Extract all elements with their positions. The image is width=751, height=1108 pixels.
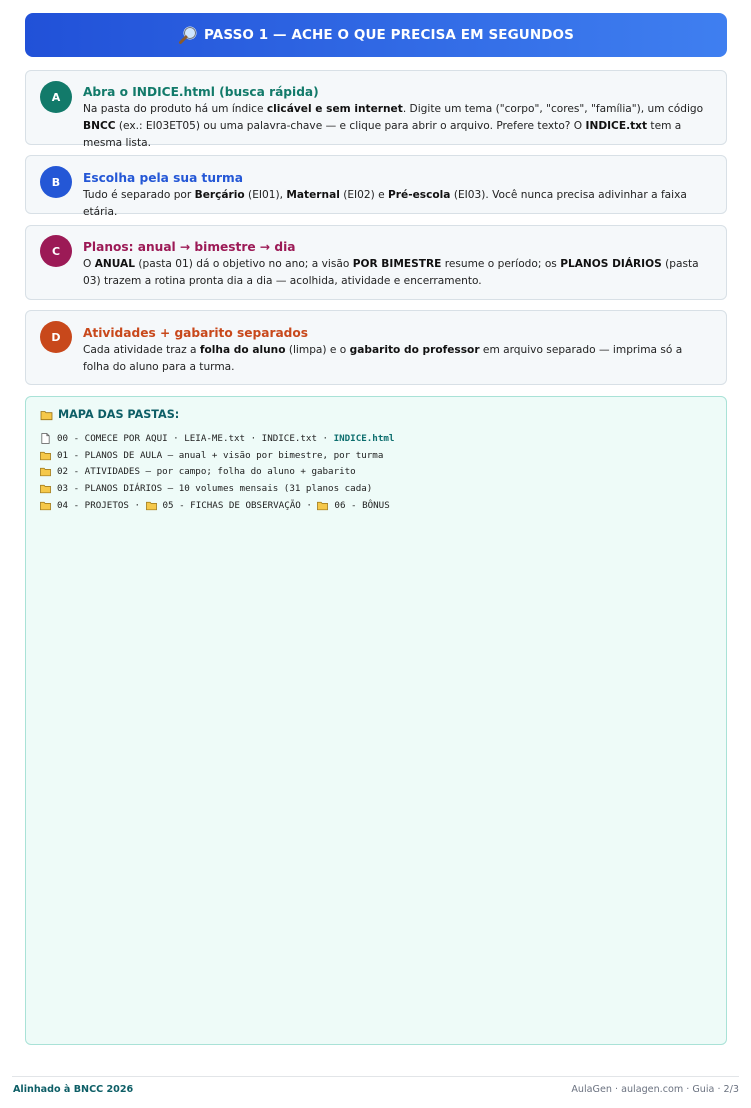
- step-title-d: Atividades + gabarito separados: [83, 326, 309, 340]
- emphasis-text: PLANOS DIÁRIOS: [560, 258, 662, 270]
- body-text: (limpa) e o: [285, 344, 350, 356]
- folder-map-title: MAPA DAS PASTAS:: [58, 408, 180, 421]
- step-badge-b: B: [40, 166, 72, 198]
- step-card-a: [25, 70, 727, 149]
- body-text: (ex.: EI03ET05) ou uma palavra-chave — e clique para abrir o arquivo. Prefere texto? O: [115, 120, 586, 132]
- folder-icon: [146, 500, 157, 511]
- folder-map-text: 06 - BÔNUS: [334, 500, 390, 512]
- step-badge-d: D: [40, 321, 72, 353]
- folder-map-text: 01 - PLANOS DE AULA — anual + visão por bimestre, por turma: [57, 449, 384, 461]
- emphasis-text: POR BIMESTRE: [352, 258, 442, 270]
- folder-icon: [40, 409, 53, 421]
- emphasis-text: Pré-escola: [388, 189, 451, 201]
- footer-divider: [12, 1076, 739, 1077]
- body-text: O: [83, 258, 95, 270]
- body-text: (EI01),: [244, 189, 287, 201]
- step-body-b: [83, 187, 708, 221]
- body-text: . Digite um tema ("corpo", "cores", "família"), um código: [402, 103, 704, 115]
- body-text: Cada atividade traz a: [83, 344, 200, 356]
- body-text: (pasta 01) dá o objetivo no ano; a visão: [135, 258, 353, 270]
- folder-map-text: 05 - FICHAS DE OBSERVAÇÃO ·: [162, 500, 318, 512]
- folder-map-line: [40, 447, 394, 464]
- folder-map-line: [40, 430, 394, 447]
- emphasis-text: INDICE.txt: [585, 120, 648, 132]
- step-card-b: [25, 155, 727, 218]
- folder-icon: [40, 500, 51, 511]
- folder-map-text: 04 - PROJETOS ·: [57, 500, 146, 512]
- folder-icon: [40, 450, 51, 461]
- folder-map-line: [40, 464, 394, 481]
- body-text: (pasta 03) trazem a rotina pronta dia a dia — acolhida, atividade e encerramento.: [83, 258, 699, 287]
- magnifier-icon: [178, 25, 198, 45]
- emphasis-text: Berçário: [194, 189, 245, 201]
- emphasis-text: BNCC: [83, 120, 116, 132]
- folder-map-highlight: INDICE.html: [333, 432, 395, 444]
- body-text: Na pasta do produto há um índice: [83, 103, 267, 115]
- folder-map-text: 02 - ATIVIDADES — por campo; folha do aluno + gabarito: [57, 466, 356, 478]
- emphasis-text: clicável e sem internet: [266, 103, 403, 115]
- emphasis-text: Maternal: [286, 189, 340, 201]
- banner-title: PASSO 1 — ACHE O QUE PRECISA EM SEGUNDOS: [204, 27, 574, 43]
- folder-map-line: [40, 480, 394, 497]
- folder-map-text: 03 - PLANOS DIÁRIOS — 10 volumes mensais (31 planos cada): [57, 483, 373, 495]
- folder-map-header: [40, 408, 179, 421]
- step-body-c: [83, 256, 708, 290]
- folder-icon: [317, 500, 328, 511]
- step-title-a: Abra o INDICE.html (busca rápida): [83, 85, 319, 99]
- emphasis-text: folha do aluno: [199, 344, 286, 356]
- folder-map-text: 00 - COMECE POR AQUI · LEIA-ME.txt · INDICE.txt ·: [57, 432, 334, 444]
- emphasis-text: gabarito do professor: [349, 344, 480, 356]
- folder-map: [25, 396, 727, 1045]
- step-title-c: Planos: anual → bimestre → dia: [83, 240, 296, 254]
- folder-icon: [40, 483, 51, 494]
- footer-tagline: Alinhado à BNCC 2026: [13, 1084, 134, 1095]
- step-title-b: Escolha pela sua turma: [83, 171, 243, 185]
- body-text: tem a mesma lista.: [83, 120, 682, 149]
- step-card-c: [25, 225, 727, 300]
- folder-map-lines: [40, 430, 394, 514]
- footer-page-info: AulaGen · aulagen.com · Guia · 2/3: [571, 1084, 739, 1095]
- step-badge-a: A: [40, 81, 72, 113]
- body-text: Tudo é separado por: [83, 189, 195, 201]
- body-text: resume o período; os: [441, 258, 561, 270]
- step-banner: [25, 13, 727, 57]
- step-card-d: [25, 310, 727, 385]
- body-text: (EI02) e: [339, 189, 389, 201]
- emphasis-text: ANUAL: [94, 258, 136, 270]
- folder-icon: [40, 466, 51, 477]
- folder-map-line: [40, 497, 394, 514]
- step-body-d: [83, 342, 708, 376]
- body-text: em arquivo separado — imprima só a folha do aluno para a turma.: [83, 344, 683, 373]
- body-text: (EI03). Você nunca precisa adivinhar a faixa etária.: [83, 189, 687, 218]
- step-body-a: [83, 101, 708, 152]
- page-icon: [40, 433, 51, 444]
- step-badge-c: C: [40, 235, 72, 267]
